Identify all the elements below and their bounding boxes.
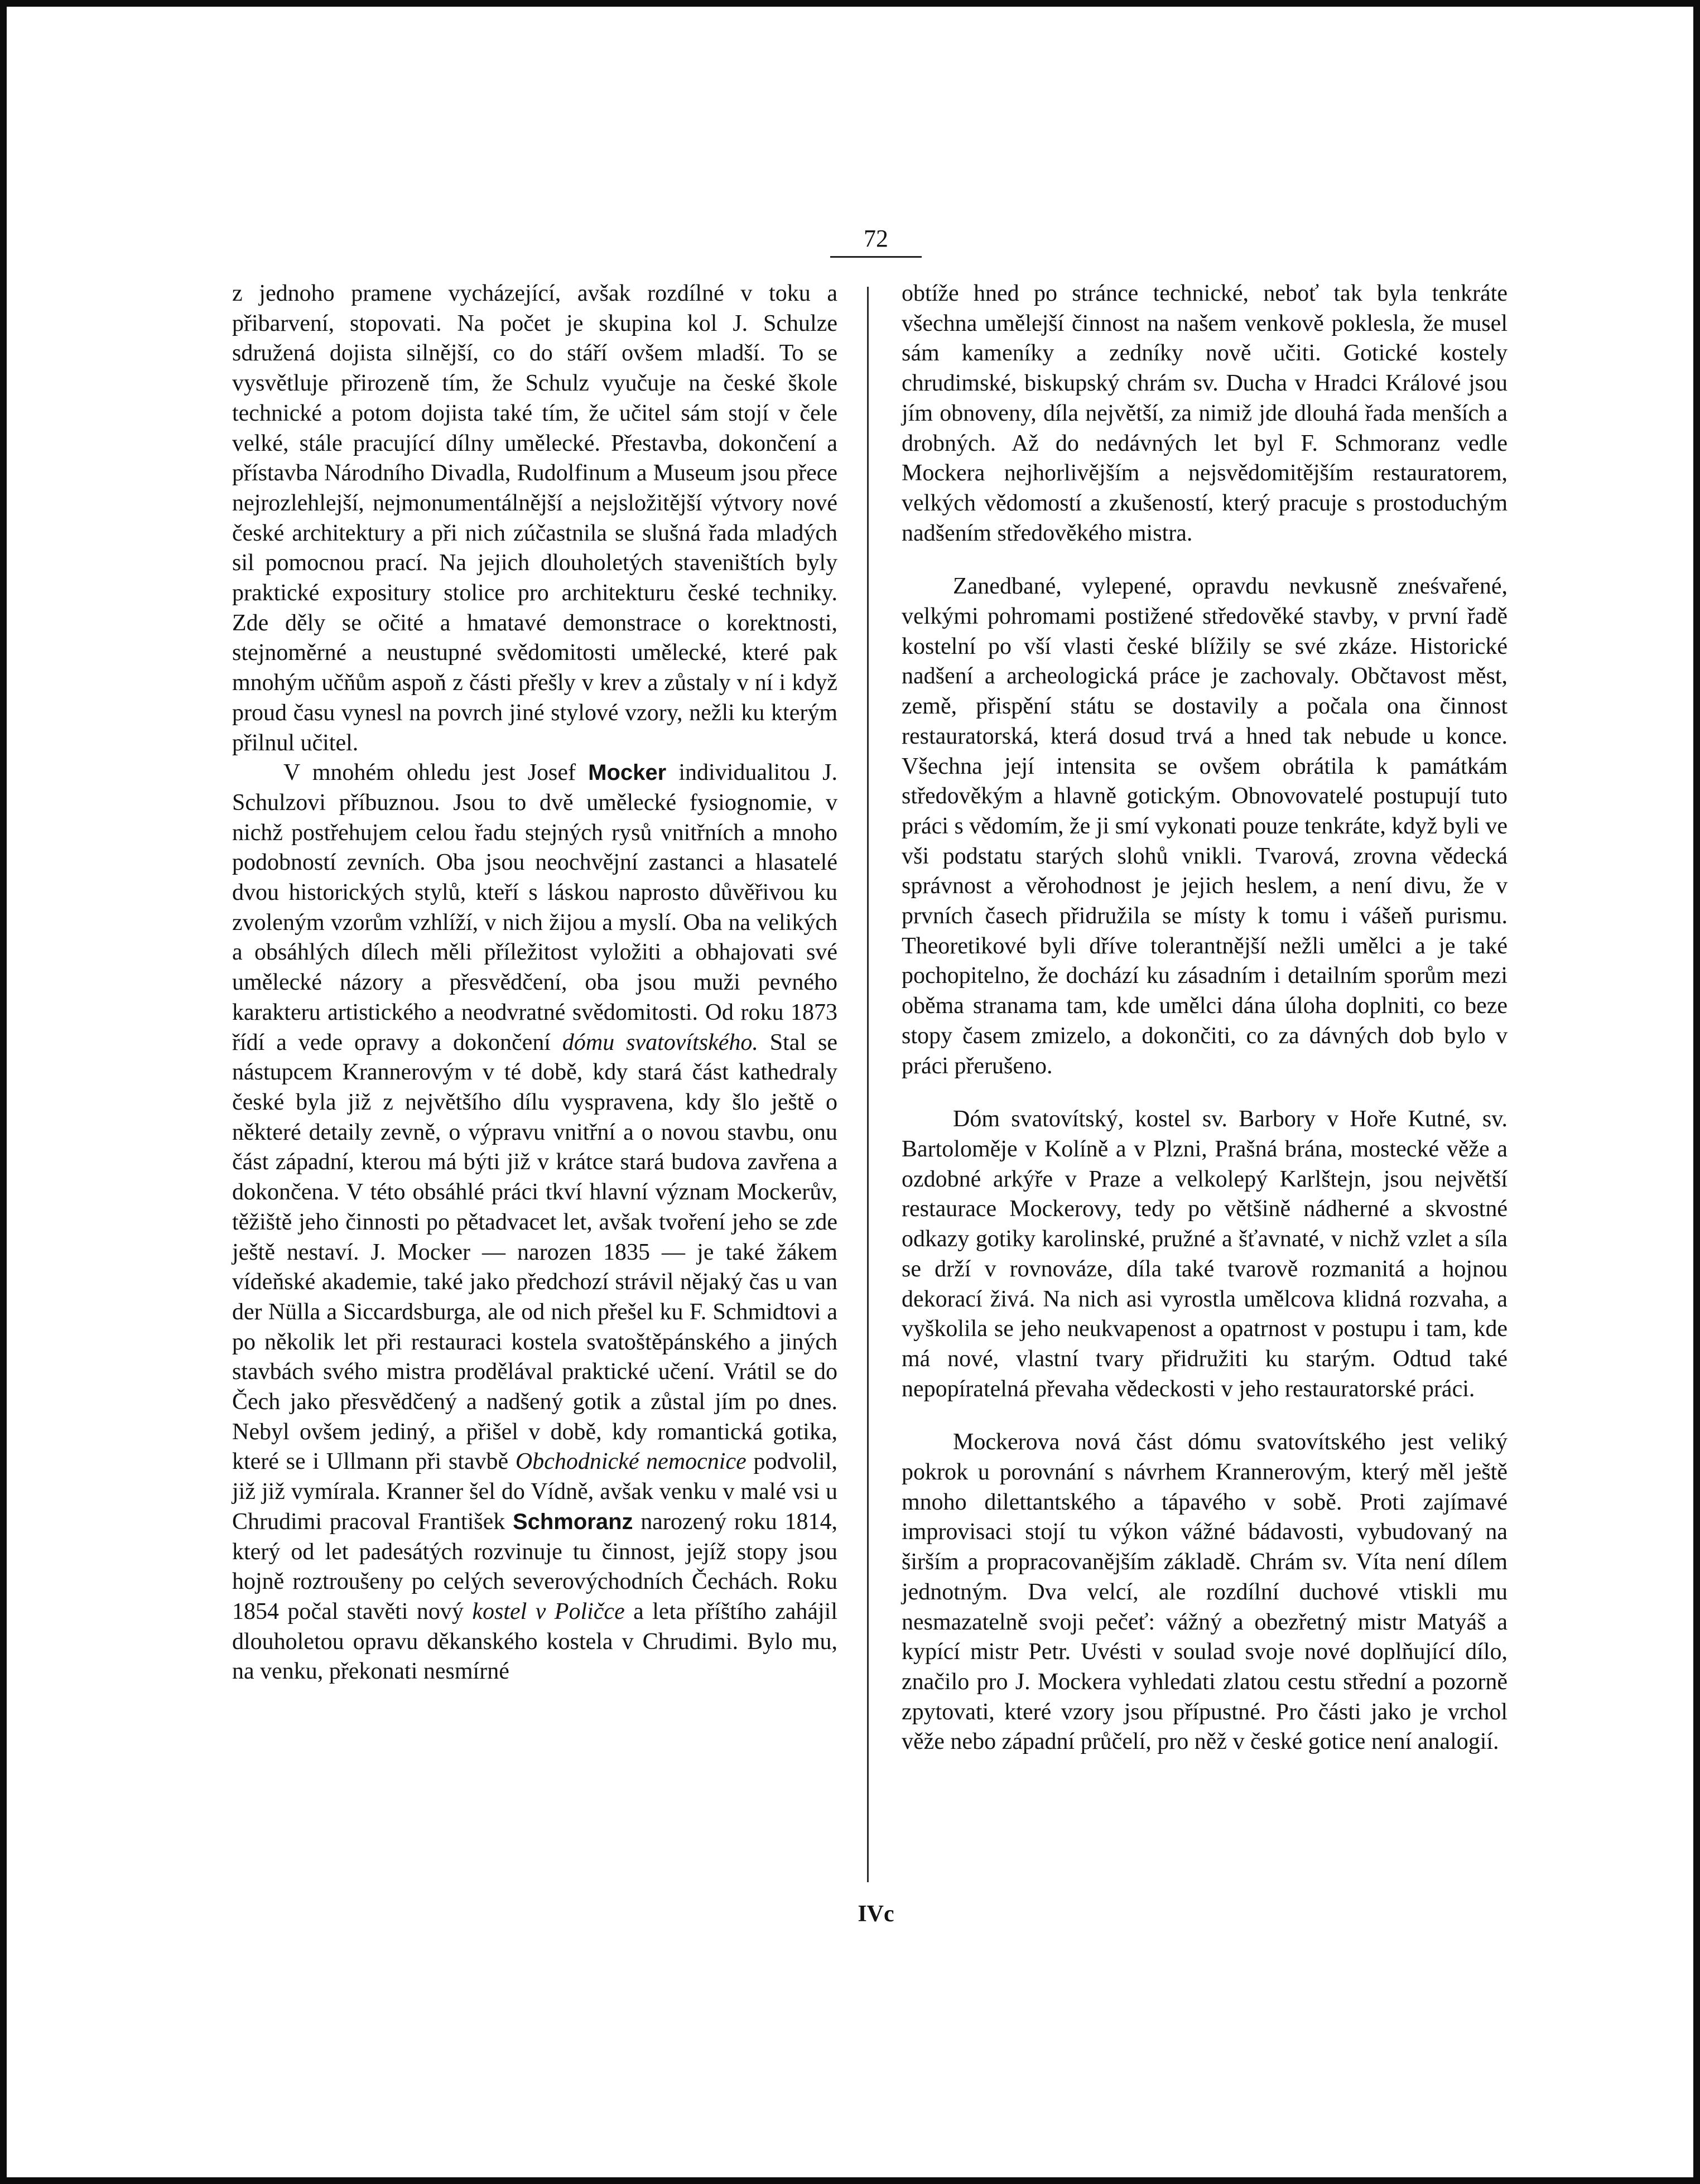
signature-mark: IVc: [858, 1901, 894, 1927]
emphasis-dom-svatovitsky: dómu svatovítského.: [562, 1029, 758, 1055]
right-column: [902, 279, 1508, 1757]
scan-border-right: [1693, 0, 1700, 2184]
left-p2-text-e: narozený roku 1814, který od let padesátých rozvinuje tu činnost, jejíž stopy jsou hojně roztroušeny po celých severovýchodních Čechách. Roku 1854 počal stavěti nový: [232, 1508, 837, 1624]
left-p2-text-d: podvolil, již již vymírala. Kranner šel do Vídně, avšak venku v malé vsi u Chrudimi pracoval František: [232, 1449, 837, 1535]
emphasis-obchodnicke-nemocnice: Obchodnické nemocnice: [515, 1449, 747, 1475]
left-paragraph-1: z jednoho pramene vycházející, avšak rozdílné v toku a přibarvení, stopovati. Na počet je skupina kol J. Schulze sdružená dojista silnější, co do stáří ovšem mladší. To se vysvětluje přirozeně tím, že Schulz vyučuje na české škole technické a potom dojista také tím, že učitel sám stojí v čele velké, stále pracující dílny umělecké. Přestavba, dokončení a přístavba Národního Divadla, Rudolfinum a Museum jsou přece nejrozlehlejší, nejmonumentálnější a nejsložitější výtvory nové české architektury a při nich zúčastnila se slušná řada mladých sil pomocnou prací. Na jejich dlouholetých staveništích byly praktické expositury stolice pro architekturu české techniky. Zde děly se očité a hmatavé demonstrace o korektnosti, stejnoměrné a neustupné svědomitosti umělecké, které pak mnohým učňům aspoň z části přešly v krev a zůstaly v ní i když proud času vynesl na povrch jiné stylové vzory, nežli ku kterým přilnul učitel.: [232, 281, 837, 756]
page-number-underline: [830, 256, 922, 258]
right-paragraph-1: obtíže hned po stránce technické, neboť tak byla tenkráte všechna umělejší činnost na našem venkově poklesla, že musel sám kameníky a zedníky nově učiti. Gotické kostely chrudimské, biskupský chrám sv. Ducha v Hradci Králové jsou jím obnoveny, díla největší, za nimiž jde dlouhá řada menších a drobných. Až do nedávných let byl F. Schmoranz vedle Mockera nejhorlivějším a nejsvědomitějším restauratorem, velkých vědomostí a zkušeností, který pracuje s prostoduchým nadšením středověkého mistra.: [902, 281, 1508, 546]
left-p2-text-f: a leta příštího zahájil dlouholetou opravu děkanského kostela v Chrudimi. Bylo mu, na venku, překonati nesmírné: [232, 1598, 837, 1685]
column-divider: [867, 287, 869, 1882]
right-paragraph-3: Dóm svatovítský, kostel sv. Barbory v Hoře Kutné, sv. Bartoloměje v Kolíně a v Plzni, Prašná brána, mostecké věže a ozdobné arkýře v Praze a velkolepý Karlštejn, jsou největší restaurace Mockerovy, tedy po většině nádherné a skvostné odkazy gotiky karolinské, pružné a šťavnaté, v nichž vzlet a síla se drží v rovnováze, díla také tvarově rozmanitá a hojnou dekorací živá. Na nich asi vyrostla umělcova klidná rozvaha, a vyškolila se jeho neukvapenost a opatrnost v postupu i tam, kde má nové, vlastní tvary přidružiti ku starým. Odtud také nepopíratelná převaha vědeckosti v jeho restauratorské práci.: [902, 1106, 1508, 1402]
right-paragraph-4: Mockerova nová část dómu svatovítského jest veliký pokrok u porovnání s návrhem Krannerovým, který měl ještě mnoho dilettantského a tápavého v sobě. Proti zajímavé improvisaci stojí tu výkon vážné bádavosti, vybudovaný na širším a propracovanějším základě. Chrám sv. Víta není dílem jednotným. Dva velcí, ale rozdílní duchové vtiskli mu nesmazatelně svoji pečeť: vážný a obezřetný mistr Matyáš a kypící mistr Petr. Uvésti v soulad svoje nové doplňující dílo, značilo pro J. Mockera vyhledati zlatou cestu střední a pozorně zpytovati, které vzory jsou přípustné. Pro části jako je vrchol věže nebo západní průčelí, pro něž v české gotice není analogií.: [902, 1429, 1508, 1755]
emphasis-kostel-v-policce: kostel v Poličce: [472, 1598, 625, 1624]
left-p2-text-a: V mnohém ohledu jest Josef: [283, 760, 589, 786]
left-paragraph-2: [232, 758, 837, 1687]
scan-border-left: [0, 0, 7, 2184]
left-p2-text-c: Stal se nástupcem Krannerovým v té době, kdy stará část kathedraly české byla již z největšího dílu vyspravena, kdy šlo ještě o některé detaily zevně, o výpravu vnitřní a o novou stavbu, onu část západní, kterou má býti již v krátce stará budova zavřena a dokončena. V této obsáhlé práci tkví hlavní význam Mockerův, těžiště jeho činnosti po pětadvacet let, avšak tvoření jeho se zde ještě nestaví. J. Mocker — narozen 1835 — je také žákem vídeňské akademie, také jako předchozí strávil nějaký čas u van der Nülla a Siccardsburga, ale od nich přešel ku F. Schmidtovi a po několik let při restauraci kostela svatoštěpánského a jiných stavbách svého mistra prodělával praktické učení. Vrátil se do Čech jako přesvědčený a nadšený gotik a zůstal jím po dnes. Nebyl ovšem jediný, a přišel v době, kdy romantická gotika, které se i Ullmann při stavbě: [232, 1029, 837, 1475]
page-number: 72: [864, 225, 888, 252]
left-column: [232, 279, 837, 1687]
scan-border-top: [0, 0, 1700, 7]
left-p2-text-b: individualitou J. Schulzovi příbuznou. Jsou to dvě umělecké fysiognomie, v nichž postřehujem celou řadu stejných rysů vnitřních a mnoho podobností zevních. Oba jsou neochvějní zastanci a hlasatelé dvou historických stylů, kteří s láskou naprosto důvěřivou ku zvoleným vzorům vzhlíží, v nich žijou a myslí. Oba na velikých a obsáhlých dílech měli příležitost vyložiti a obhajovati své umělecké názory a přesvědčení, oba jsou muži pevného karakteru artistického a neodvratné svědomitosti. Od roku 1873 řídí a vede opravy a dokončení: [232, 760, 837, 1055]
name-mocker: Mocker: [588, 760, 667, 785]
scan-border-bottom: [0, 2177, 1700, 2184]
right-paragraph-2: Zanedbané, vylepené, opravdu nevkusně zneśvařené, velkými pohromami postižené středověké stavby, v první řadě kostelní po vší vlasti české blížily se své zkáze. Historické nadšení a archeologická práce je zachovaly. Občtavost měst, země, přispění státu se dostavily a počala ona činnost restauratorská, která dosud trvá a hned tak nebude u konce. Všechna její intensita se ovšem obrátila k památkám středověkým a hlavně gotickým. Obnovovatelé postupují tuto práci s vědomím, že ji smí vykonati pouze tenkráte, když byli ve vši podstatu starých slohů vnikli. Tvarová, zrovna vědecká správnost a věrohodnost je jejich heslem, a není divu, že v prvních časech přidružila se místy k tomu i vášeň purismu. Theoretikové byli dříve tolerantnější nežli umělci a je také pochopitelno, že dochází ku zásadním i detailním sporům mezi oběma stranama tam, kde umělci dána úloha doplniti, co beze stopy časem zmizelo, a dokončiti, co za dávných dob bylo v práci přerušeno.: [902, 573, 1508, 1079]
name-schmoranz: Schmoranz: [512, 1509, 633, 1534]
